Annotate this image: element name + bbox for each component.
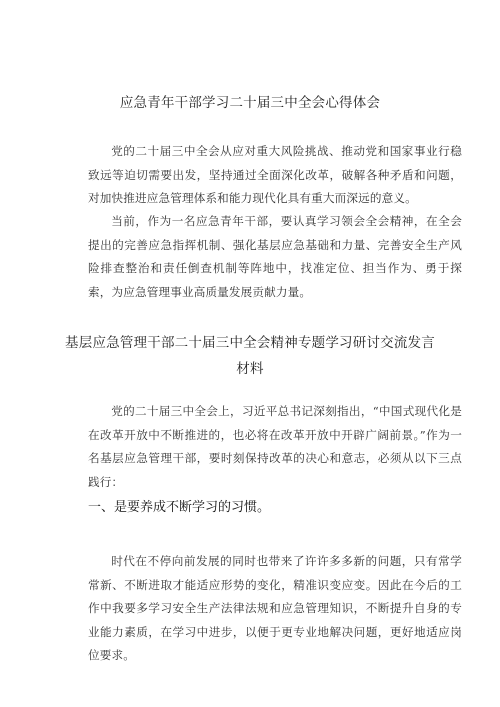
section1-heading: 一、是要养成不断学习的习惯。 bbox=[88, 500, 271, 515]
section1-paragraph: 时代在不停向前发展的同时也带来了许许多多新的问题，只有常学常新、不断进取才能适应形势的变化，精准识变应变。因此在今后的工作中我要多学习安全生产法律法规和应急管理知识，不断提升自身的专业能力素质，在学习中进步，以便于更专业地解决问题，更好地适应岗位要求。 bbox=[88, 554, 462, 663]
article1-paragraph-1: 党的二十届三中全会从应对重大风险挑战、推动党和国家事业行稳致远等迫切需要出发，坚持通过全面深化改革，破解各种矛盾和问题，对加快推进应急管理体系和能力现代化具有重大而深远的意义。 bbox=[88, 144, 462, 206]
article2-intro-paragraph: 党的二十届三中全会上，习近平总书记深刻指出，“中国式现代化是在改革开放中不断推进的，也必将在改革开放中开辟广阔前景。”作为一名基层应急管理干部，要时刻保持改革的决心和意志，必须从以下三点践行： bbox=[88, 404, 462, 489]
article1-paragraph-2: 当前，作为一名应急青年干部，要认真学习领会全会精神，在全会提出的完善应急指挥机制、强化基层应急基础和力量、完善安全生产风险排查整治和责任倒查机制等阵地中，找准定位、担当作为、勇于探索，为应急管理事业高质量发展贡献力量。 bbox=[88, 214, 462, 299]
article2-title: 基层应急管理干部二十届三中全会精神专题学习研讨交流发言材料 bbox=[65, 335, 435, 377]
article1-title: 应急青年干部学习二十届三中全会心得体会 bbox=[119, 95, 381, 111]
